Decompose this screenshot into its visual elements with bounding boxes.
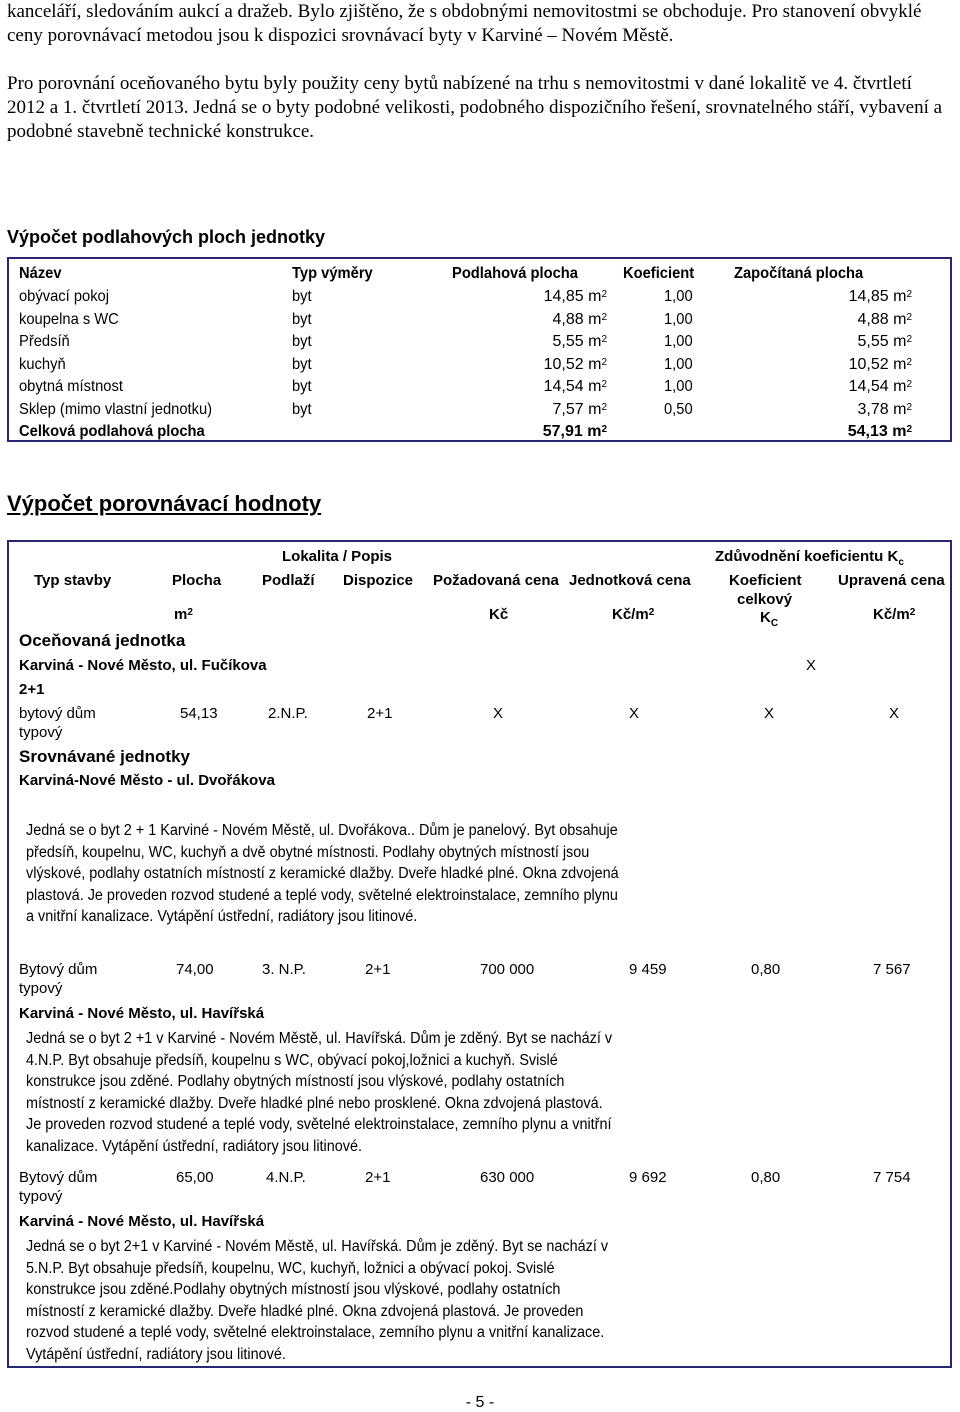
intro-paragraph-1: kanceláří, sledováním aukcí a dražeb. Bylo zjištěno, že s obdobnými nemovitostmi se obchoduje. Pro stanovení obvyklé ceny porovnávací metodou jsou k dispozici srovnávací byty v Karviné – Novém Městě. — [7, 1, 922, 46]
area-row-counted-value: 5,55 — [857, 333, 889, 350]
area-row-type: byt — [292, 288, 312, 305]
areas-table — [7, 257, 952, 442]
item-1-area: 74,00 — [176, 961, 214, 978]
item-2-coef: 0,80 — [751, 1169, 781, 1186]
hdr-unit-price: Jednotková cena — [569, 572, 691, 589]
hdr-area: Plocha — [172, 572, 222, 589]
valued-address-x: X — [806, 657, 817, 674]
col-header-coef: Koeficient — [623, 265, 695, 282]
item-1-type-1: Bytový dům — [19, 961, 98, 978]
unit-area-sup: 2 — [187, 607, 193, 618]
item-2-type-1: Bytový dům — [19, 1169, 98, 1186]
item-2-type-2: typový — [19, 1188, 63, 1205]
area-row-area-value: 10,52 — [543, 355, 584, 373]
item-2-layout: 2+1 — [365, 1169, 391, 1186]
area-row-name: Předsíň — [19, 333, 70, 350]
area-row-name: Sklep (mimo vlastní jednotku) — [19, 400, 213, 418]
unit-unit-price-base: Kč/m — [612, 606, 649, 623]
area-row-coef: 1,00 — [664, 378, 693, 395]
area-row-area-unit-sup: 2 — [601, 356, 607, 368]
hdr-adjusted: Upravená cena — [838, 572, 945, 589]
item-2-area: 65,00 — [176, 1169, 214, 1186]
area-row-area-unit: m — [588, 288, 602, 305]
area-row-counted-unit-sup: 2 — [906, 401, 912, 413]
hdr-asked: Požadovaná cena — [433, 572, 559, 589]
unit-unit-price — [612, 605, 654, 625]
item-2-adjusted: 7 754 — [873, 1169, 911, 1186]
area-row-area-unit-sup: 2 — [601, 379, 607, 390]
area-row-area-unit-sup: 2 — [601, 311, 607, 323]
area-row-counted — [858, 310, 912, 330]
area-row-coef: 1,00 — [664, 288, 693, 305]
area-row-counted-unit: m — [893, 355, 907, 373]
area-row-area — [553, 400, 607, 420]
col-header-area: Podlahová plocha — [452, 265, 578, 282]
hdr-floor: Podlaží — [262, 572, 315, 589]
area-row-area — [544, 377, 607, 397]
valued-unit-price: X — [629, 705, 640, 722]
area-row-type: byt — [292, 400, 312, 418]
intro-text — [7, 0, 953, 144]
valued-area: 54,13 — [180, 705, 218, 722]
area-row-area — [544, 355, 607, 375]
area-total-counted — [848, 422, 912, 442]
area-row-counted — [858, 400, 912, 420]
item-2-address: Karviná - Nové Město, ul. Havířská — [19, 1005, 265, 1022]
valued-type-1: bytový dům — [19, 705, 96, 722]
intro-paragraph-2: Pro porovnání oceňovaného bytu byly použity ceny bytů nabízené na trhu s nemovitostmi v dané lokalitě ve 4. čtvrtletí 2012 a 1. čtvrtletí 2013. Jedná se o byty podobné velikosti, podobného dispozičního řešení, srovnatelného stáří, vybavení a podobné stavebně technické konstrukce. — [7, 73, 943, 142]
area-row-counted — [849, 377, 912, 397]
area-row-type: byt — [292, 310, 312, 328]
areas-heading: Výpočet podlahových ploch jednotky — [7, 227, 326, 247]
comparison-table — [7, 540, 952, 1368]
area-row-area-value: 5,55 — [552, 333, 584, 350]
area-row-counted-unit: m — [893, 310, 907, 328]
area-total-counted-unit-sup: 2 — [906, 424, 912, 435]
hdr-coef-1: Koeficient — [729, 572, 802, 589]
area-row-area — [553, 332, 607, 352]
area-row-coef: 1,00 — [664, 333, 693, 350]
hdr-coef-2: celkový — [737, 591, 793, 608]
item-3-address: Karviná - Nové Město, ul. Havířská — [19, 1213, 265, 1230]
item-1-address: Karviná-Nové Město - ul. Dvořákova — [19, 772, 275, 789]
area-row-counted — [858, 332, 912, 352]
col-header-type: Typ výměry — [292, 265, 373, 282]
unit-asked: Kč — [489, 606, 509, 623]
area-row-coef: 1,00 — [664, 355, 693, 373]
area-row-area-unit-sup: 2 — [601, 401, 607, 413]
area-row-type: byt — [292, 378, 312, 395]
area-row-area-unit: m — [588, 378, 602, 395]
valued-layout: 2+1 — [367, 705, 393, 722]
area-row-area-unit-sup: 2 — [601, 289, 607, 300]
unit-area — [174, 605, 193, 625]
item-2-floor: 4.N.P. — [266, 1169, 306, 1186]
comparison-heading: Výpočet porovnávací hodnoty — [7, 491, 322, 516]
area-row-counted — [849, 287, 912, 307]
valued-title: Oceňovaná jednotka — [19, 631, 186, 650]
area-row-area — [544, 287, 607, 307]
area-row-counted-unit: m — [893, 333, 907, 350]
valued-coef: X — [764, 705, 775, 722]
group-coef — [715, 547, 904, 573]
area-row-counted-unit-sup: 2 — [906, 356, 912, 368]
area-row-counted-value: 14,54 — [848, 378, 889, 395]
area-row-area-unit: m — [588, 400, 602, 418]
unit-coef-base: K — [760, 609, 771, 626]
area-row-counted-value: 4,88 — [857, 310, 889, 328]
item-1-coef: 0,80 — [751, 961, 781, 978]
area-row-counted-unit: m — [893, 288, 907, 305]
area-row-area-unit: m — [588, 310, 602, 328]
area-total-counted-unit: m — [892, 423, 907, 440]
area-row-type: byt — [292, 355, 312, 373]
hdr-layout: Dispozice — [343, 572, 414, 589]
area-row-counted-value: 10,52 — [848, 355, 889, 373]
unit-unit-price-sup: 2 — [648, 607, 655, 618]
group-coef-sub: c — [898, 557, 904, 568]
area-row-area-value: 4,88 — [552, 310, 584, 328]
item-2-asked: 630 000 — [480, 1169, 535, 1186]
unit-coef-sub: C — [770, 618, 779, 629]
area-row-area-unit-sup: 2 — [601, 334, 607, 345]
unit-adjusted-sup: 2 — [909, 607, 916, 618]
area-row-area-unit: m — [588, 333, 602, 350]
compared-title: Srovnávané jednotky — [19, 747, 191, 766]
valued-type-2: typový — [19, 724, 63, 741]
area-total-area — [543, 422, 607, 442]
col-header-counted: Započítaná plocha — [734, 265, 864, 282]
area-row-name: obývací pokoj — [19, 288, 110, 305]
area-total-name: Celková podlahová plocha — [19, 423, 205, 440]
area-row-counted-unit: m — [893, 378, 907, 395]
page-number: - 5 - — [465, 1394, 495, 1411]
area-row-name: obytná místnost — [19, 378, 123, 395]
area-row-name: koupelna s WC — [19, 310, 119, 328]
area-row-counted-unit: m — [893, 400, 907, 418]
area-row-name: kuchyň — [19, 355, 66, 373]
group-locality: Lokalita / Popis — [282, 548, 393, 565]
area-row-counted-unit-sup: 2 — [906, 379, 912, 390]
item-1-adjusted: 7 567 — [873, 961, 911, 978]
area-total-area-value: 57,91 — [542, 423, 583, 440]
item-1-floor: 3. N.P. — [262, 961, 306, 978]
unit-adjusted-base: Kč/m — [873, 606, 910, 623]
item-2-unit-price: 9 692 — [629, 1169, 667, 1186]
area-total-area-unit-sup: 2 — [601, 424, 607, 435]
area-row-area-unit: m — [588, 355, 602, 373]
item-1-layout: 2+1 — [365, 961, 391, 978]
area-row-counted-unit-sup: 2 — [906, 334, 912, 345]
area-row-area — [553, 310, 607, 330]
area-row-counted-value: 3,78 — [857, 400, 889, 418]
area-row-counted-unit-sup: 2 — [906, 311, 912, 323]
item-1-asked: 700 000 — [480, 961, 535, 978]
area-row-counted — [849, 355, 912, 375]
area-row-area-value: 14,54 — [543, 378, 584, 395]
valued-adjusted: X — [889, 705, 900, 722]
area-row-counted-unit-sup: 2 — [906, 289, 912, 300]
valued-floor: 2.N.P. — [268, 705, 308, 722]
item-1-type-2: typový — [19, 980, 63, 997]
item-2-description: Jedná se o byt 2 +1 v Karviné - Novém Městě, ul. Havířská. Dům je zděný. Byt se nachází v 4.N.P. Byt obsahuje předsíň, koupelnu s WC, obývací pokoj,ložnici a kuchyň. Svislé konstrukce jsou zděné. Podlahy obytných místností jsou vlýskové, podlahy ostatních místností z keramické dlažby. Dveře hladké plné nebo prosklené. Okna zdvojená plastová. Je proveden rozvod studené a teplé vody, světelné elektroinstalace, zemního plynu a vnitřní kanalizace. Vytápění ústřední, radiátory jsou litinové. — [26, 1030, 613, 1155]
valued-layout-label: 2+1 — [19, 681, 45, 698]
valued-address: Karviná - Nové Město, ul. Fučíkova — [19, 657, 267, 674]
item-1-description: Jedná se o byt 2 + 1 Karviné - Novém Městě, ul. Dvořákova.. Dům je panelový. Byt obsahuje předsíň, koupelnu, WC, kuchyň a dvě obytné místnosti. Podlahy obytných místností jsou vlýskové, podlahy ostatních místností z keramické dlažby. Dveře hladké plné. Okna zdvojená plastová. Je proveden rozvod studené a teplé vody, světelné elektroinstalace, zemního plynu a vnitřní kanalizace. Vytápění ústřední, radiátory jsou litinové. — [26, 822, 619, 925]
area-row-area-value: 7,57 — [552, 400, 584, 418]
area-row-area-value: 14,85 — [543, 288, 584, 305]
unit-area-base: m — [174, 606, 188, 623]
area-row-coef: 0,50 — [664, 400, 693, 418]
item-3-description: Jedná se o byt 2+1 v Karviné - Novém Městě, ul. Havířská. Dům je zděný. Byt se nachází v 5.N.P. Byt obsahuje předsíň, koupelnu, WC, kuchyň, ložnici a obývací pokoj. Svislé konstrukce jsou zděné.Podlahy obytných místností jsou vlýskové, podlahy ostatních místností z keramické dlažby. Dveře hladké plné. Okna zdvojená plastová. Je proveden rozvod studené a teplé vody, světelné elektroinstalace, zemního plynu a vnitřní kanalizace. Vytápění ústřední, radiátory jsou litinové. — [26, 1238, 609, 1363]
unit-coef — [760, 608, 778, 634]
area-row-counted-value: 14,85 — [848, 288, 889, 305]
hdr-type: Typ stavby — [34, 572, 112, 589]
area-total-area-unit: m — [587, 423, 602, 440]
area-total-counted-value: 54,13 — [847, 423, 888, 440]
group-coef-label: Zdůvodnění koeficientu K — [715, 548, 899, 565]
unit-adjusted — [873, 605, 915, 625]
area-row-coef: 1,00 — [664, 310, 693, 328]
item-1-unit-price: 9 459 — [629, 961, 667, 978]
area-row-type: byt — [292, 333, 312, 350]
valued-asked: X — [493, 705, 504, 722]
col-header-name: Název — [19, 265, 62, 282]
